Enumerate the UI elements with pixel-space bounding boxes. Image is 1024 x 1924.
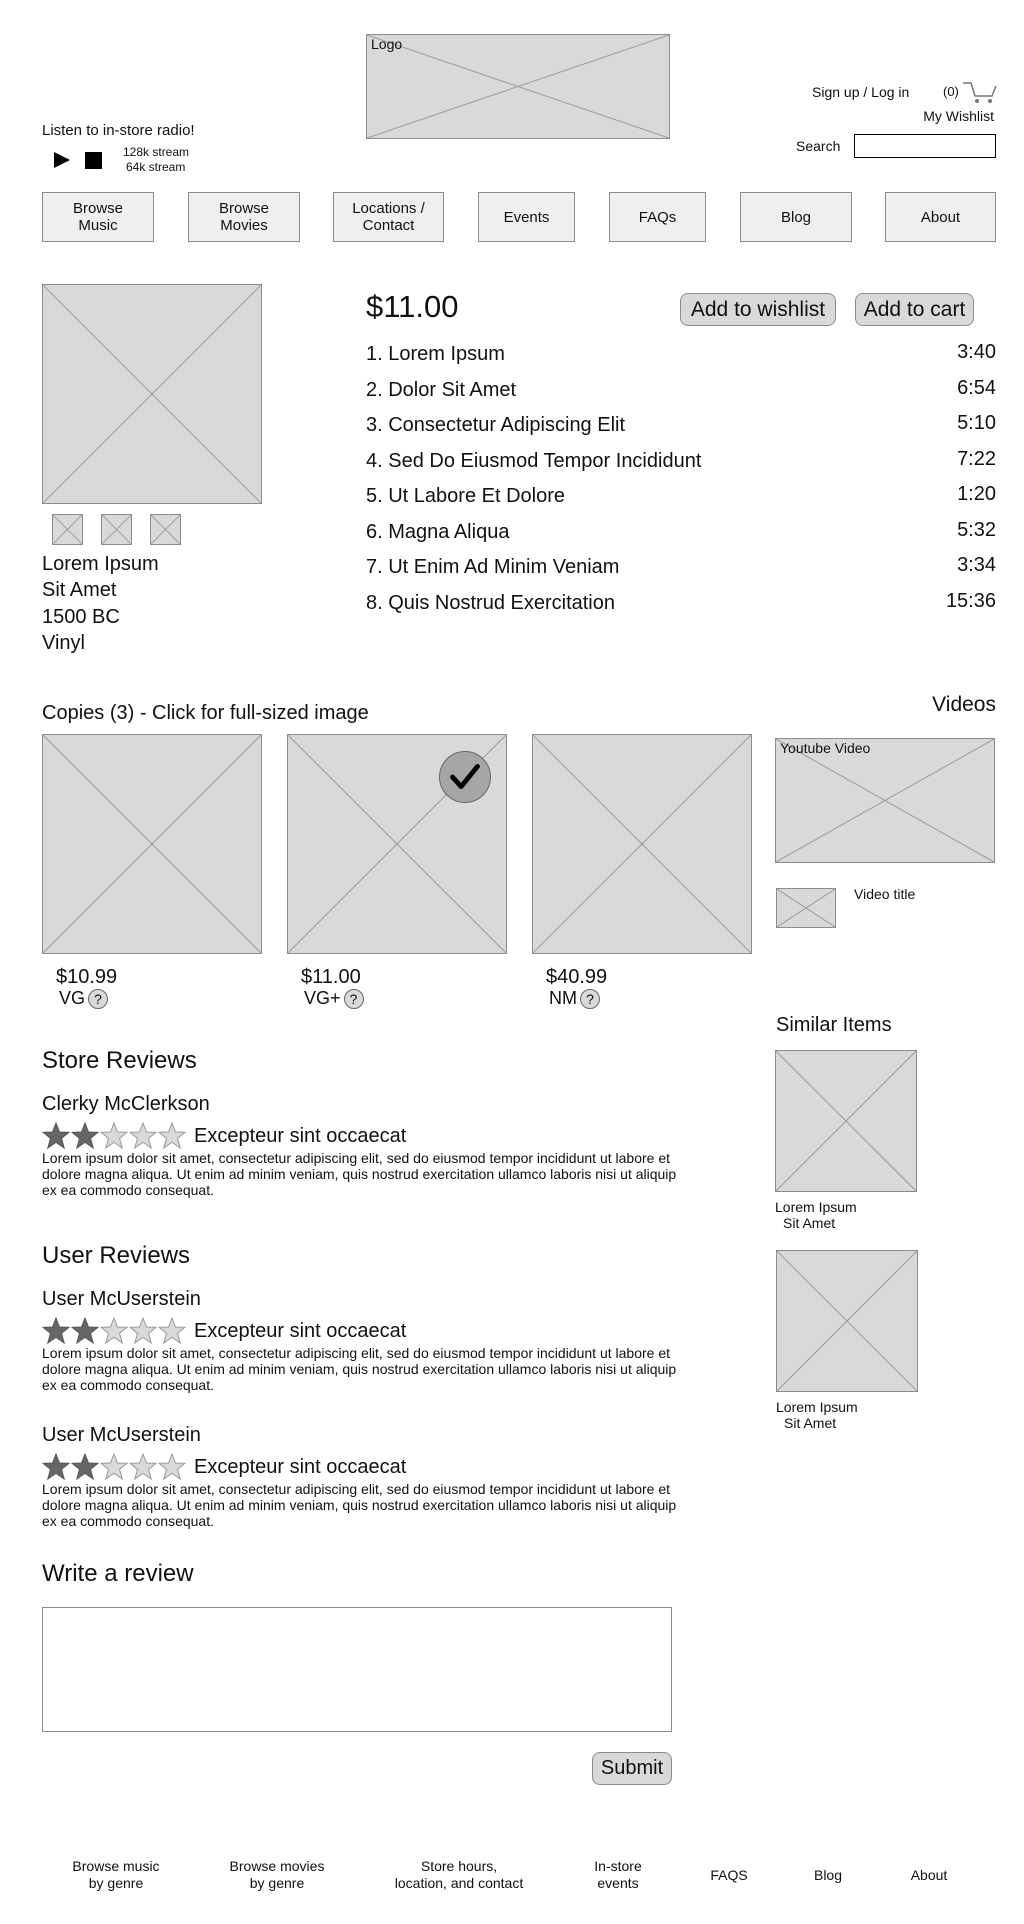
youtube-video-label: Youtube Video [780,740,871,756]
star-icon [158,1453,186,1480]
copy-price: $40.99 [546,966,608,988]
review-body: Lorem ipsum dolor sit amet, consectetur adipiscing elit, sed do eiusmod tempor incididunt ut labore et dolore magna aliqua. Ut enim ad minim veniam, quis nostrud exercitation ullamco laboris nisi ut aliquip ex ea commodo consequat. [42,1481,677,1529]
album-cover-image[interactable] [42,284,262,504]
star-icon [100,1453,128,1480]
star-icon [129,1453,157,1480]
track-row [366,592,996,622]
stream-128k-link[interactable]: 128k stream [123,145,190,159]
track-row [366,414,996,444]
copies-heading: Copies (3) - Click for full-sized image [42,702,369,724]
review-title: Excepteur sint occaecat [194,1456,407,1478]
thumbnail-3[interactable] [150,514,181,545]
star-icon [158,1122,186,1149]
track-title: 7. Ut Enim Ad Minim Veniam [366,556,620,578]
thumbnail-1[interactable] [52,514,83,545]
cart-icon[interactable] [962,80,998,104]
product-album: Sit Amet [42,579,117,601]
logo[interactable] [366,34,670,139]
review-body: Lorem ipsum dolor sit amet, consectetur adipiscing elit, sed do eiusmod tempor incididunt ut labore et dolore magna aliqua. Ut enim ad minim veniam, quis nostrud exercitation ullamco laboris nisi ut aliquip ex ea commodo consequat. [42,1345,677,1393]
track-row [366,343,996,373]
nav-events[interactable]: Events [478,192,575,242]
help-icon[interactable]: ? [88,989,108,1009]
play-icon[interactable] [52,150,72,170]
track-row [366,521,996,551]
footer-browse-movies[interactable]: Browse movies by genre [229,1858,325,1891]
footer-in-store-events[interactable]: In-store events [594,1858,642,1891]
videos-heading: Videos [932,693,996,716]
copy-image-1[interactable] [42,734,262,954]
copy-grade-value: VG [59,988,86,1008]
signup-login-link[interactable]: Sign up / Log in [812,84,910,100]
thumbnail-2[interactable] [101,514,132,545]
product-price: $11.00 [366,289,459,324]
footer-browse-music[interactable]: Browse music by genre [72,1858,160,1891]
copy-price: $11.00 [301,966,361,988]
video-thumbnail[interactable] [776,888,836,928]
star-icon [100,1122,128,1149]
product-artist: Lorem Ipsum [42,553,159,575]
track-duration: 3:40 [957,341,996,363]
track-title: 2. Dolor Sit Amet [366,379,517,401]
track-title: 3. Consectetur Adipiscing Elit [366,414,626,436]
track-title: 8. Quis Nostrud Exercitation [366,592,615,614]
video-title-link[interactable]: Video title [854,886,916,902]
track-duration: 5:32 [957,519,996,541]
similar-items-heading: Similar Items [776,1014,892,1036]
product-year: 1500 BC [42,606,120,628]
review-author: Clerky McClerkson [42,1093,210,1115]
track-title: 1. Lorem Ipsum [366,343,505,365]
track-duration: 5:10 [957,412,996,434]
nav-browse-movies[interactable]: Browse Movies [188,192,300,242]
help-icon[interactable]: ? [344,989,364,1009]
track-duration: 6:54 [957,377,996,399]
footer-store-hours[interactable]: Store hours, location, and contact [394,1858,524,1891]
star-icon [42,1317,70,1344]
track-duration: 7:22 [957,448,996,470]
search-input[interactable] [854,134,996,158]
track-row [366,556,996,586]
footer-about[interactable]: About [910,1867,948,1883]
nav-locations-contact[interactable]: Locations / Contact [333,192,444,242]
star-icon [71,1122,99,1149]
review-author: User McUserstein [42,1288,201,1310]
check-icon [439,751,491,803]
footer-blog[interactable]: Blog [813,1867,843,1883]
star-icon [129,1317,157,1344]
review-body: Lorem ipsum dolor sit amet, consectetur adipiscing elit, sed do eiusmod tempor incididunt ut labore et dolore magna aliqua. Ut enim ad minim veniam, quis nostrud exercitation ullamco laboris nisi ut aliquip ex ea commodo consequat. [42,1150,677,1198]
nav-about[interactable]: About [885,192,996,242]
review-textarea[interactable] [42,1607,672,1732]
submit-button[interactable]: Submit [592,1752,672,1785]
track-duration: 3:34 [957,554,996,576]
star-rating [42,1122,186,1149]
track-title: 4. Sed Do Eiusmod Tempor Incididunt [366,450,702,472]
add-to-wishlist-button[interactable]: Add to wishlist [680,293,836,326]
footer-faqs[interactable]: FAQS [710,1867,748,1883]
logo-label: Logo [371,36,403,52]
track-title: 5. Ut Labore Et Dolore [366,485,565,507]
review-author: User McUserstein [42,1424,201,1446]
review-title: Excepteur sint occaecat [194,1320,407,1342]
nav-faqs[interactable]: FAQs [609,192,706,242]
help-icon[interactable]: ? [580,989,600,1009]
track-row [366,379,996,409]
star-icon [42,1453,70,1480]
star-icon [100,1317,128,1344]
similar-item-line2[interactable]: Sit Amet [784,1415,837,1431]
copy-grade-value: VG+ [304,988,341,1008]
my-wishlist-link[interactable]: My Wishlist [923,108,994,124]
track-duration: 1:20 [957,483,996,505]
youtube-video[interactable] [775,738,995,863]
similar-item-line1[interactable]: Lorem Ipsum [775,1199,857,1215]
copy-grade [59,988,108,1009]
review-title: Excepteur sint occaecat [194,1125,407,1147]
star-icon [129,1122,157,1149]
stop-icon[interactable] [85,152,102,169]
copy-price: $10.99 [56,966,118,988]
track-title: 6. Magna Aliqua [366,521,510,543]
radio-label: Listen to in-store radio! [42,122,195,139]
similar-item-image[interactable] [775,1050,917,1192]
copy-grade [549,988,600,1009]
track-row [366,485,996,515]
similar-item-line2[interactable]: Sit Amet [783,1215,836,1231]
stream-64k-link[interactable]: 64k stream [126,160,186,174]
store-reviews-heading: Store Reviews [42,1047,197,1074]
copy-image-3[interactable] [532,734,752,954]
similar-item-line1[interactable]: Lorem Ipsum [776,1399,858,1415]
cart-count[interactable]: (0) [943,84,959,99]
nav-blog[interactable]: Blog [740,192,852,242]
star-rating [42,1317,186,1344]
product-format: Vinyl [42,632,85,654]
add-to-cart-button[interactable]: Add to cart [855,293,974,326]
star-icon [71,1317,99,1344]
nav-browse-music[interactable]: Browse Music [42,192,154,242]
star-icon [71,1453,99,1480]
write-review-heading: Write a review [42,1560,194,1587]
star-rating [42,1453,186,1480]
similar-item-image[interactable] [776,1250,918,1392]
star-icon [42,1122,70,1149]
star-icon [158,1317,186,1344]
copy-grade [304,988,364,1009]
copy-grade-value: NM [549,988,577,1008]
user-reviews-heading: User Reviews [42,1242,191,1269]
track-row [366,450,996,480]
track-duration: 15:36 [945,590,996,612]
search-label: Search [796,138,841,154]
